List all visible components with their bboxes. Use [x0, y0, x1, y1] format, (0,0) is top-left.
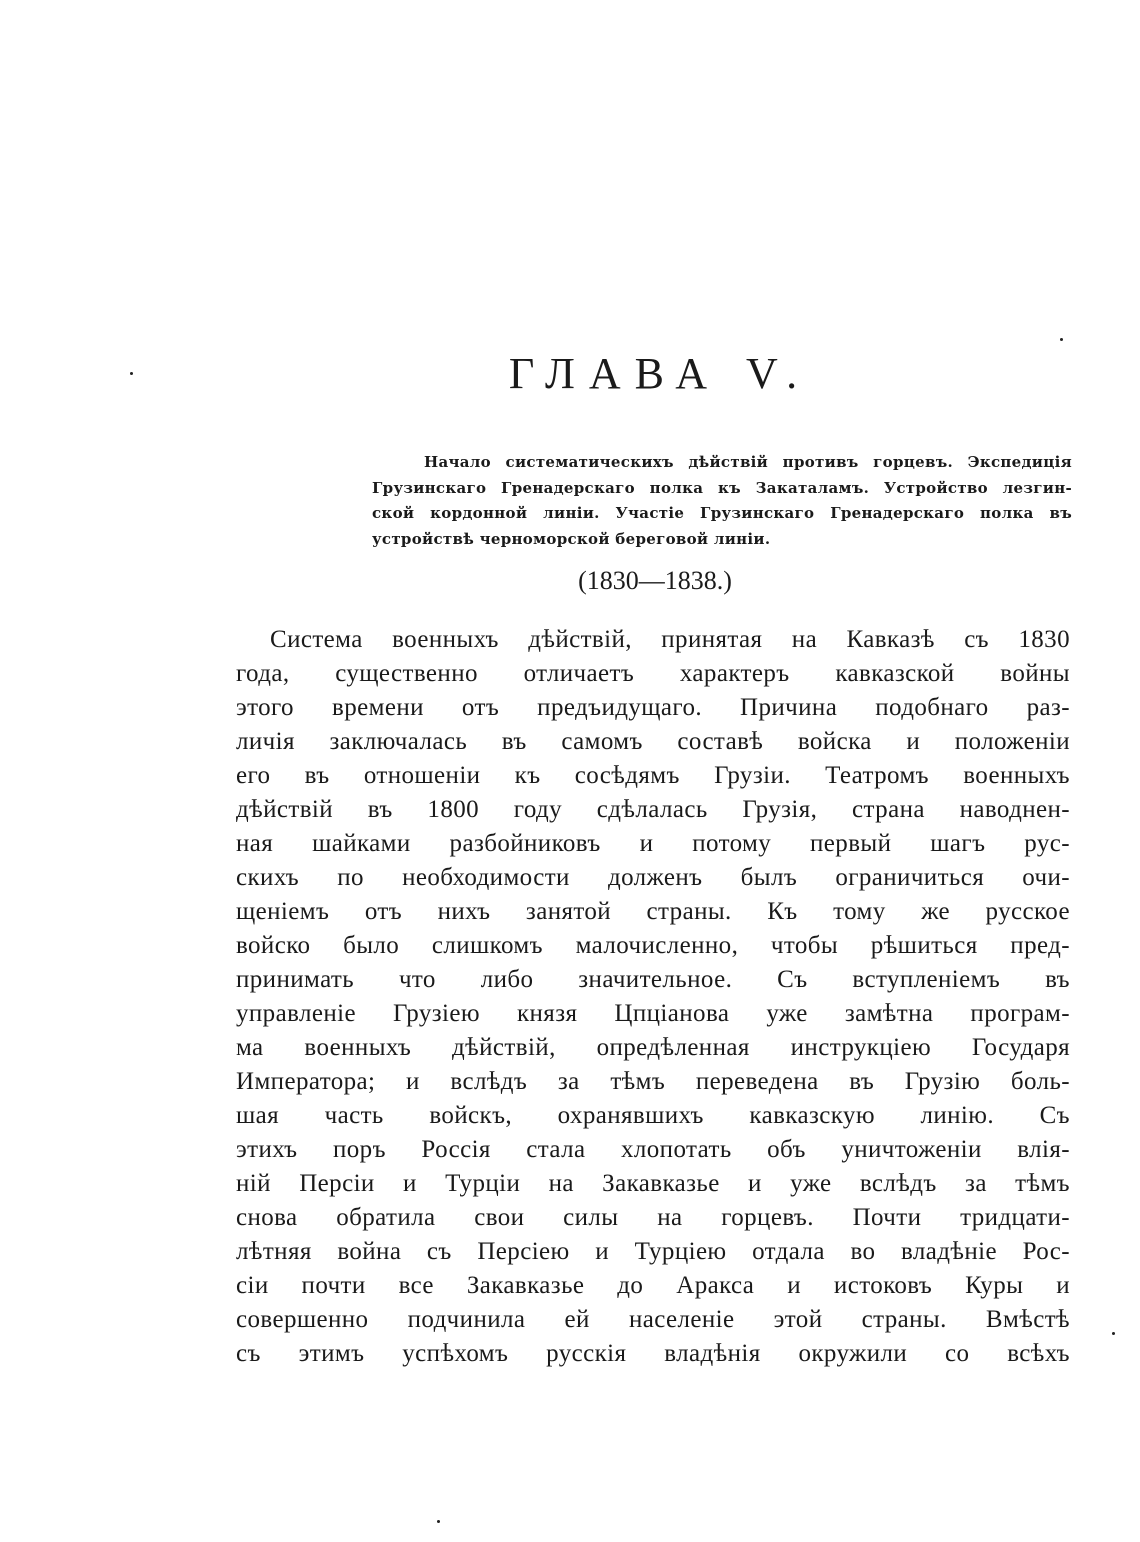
body-line: Императора; и вслѣдъ за тѣмъ переведена въ Грузію боль-: [236, 1068, 1070, 1095]
body-line: сіи почти все Закавказье до Аракса и истоковъ Куры и: [236, 1272, 1070, 1299]
body-line: Система военныхъ дѣйствій, принятая на Кавказѣ съ 1830: [270, 626, 1070, 653]
chapter-title: ГЛАВА V.: [508, 349, 812, 398]
body-paragraph: [236, 623, 1070, 1371]
body-line: скихъ по необходимости долженъ былъ ограничиться очи-: [236, 864, 1070, 891]
body-line: этого времени отъ предъидущаго. Причина подобнаго раз-: [236, 694, 1070, 721]
body-line: его въ отношеніи къ сосѣдямъ Грузіи. Театромъ военныхъ: [236, 762, 1070, 789]
body-line: совершенно подчинила ей населеніе этой страны. Вмѣстѣ: [236, 1306, 1070, 1333]
ink-speck: [437, 1520, 440, 1523]
body-line: щеніемъ отъ нихъ занятой страны. Къ тому же русское: [236, 898, 1070, 925]
body-line: года, существенно отличаетъ характеръ кавказской войны: [236, 660, 1070, 687]
body-line: личія заключалась въ самомъ составѣ войска и положеніи: [236, 728, 1070, 755]
ink-speck: [1112, 1332, 1115, 1335]
summary-line: Начало систематическихъ дѣйствій противъ горцевъ. Экспедиція: [424, 453, 1072, 471]
body-line: шая часть войскъ, охранявшихъ кавказскую линію. Съ: [236, 1102, 1070, 1129]
body-line: ній Персіи и Турціи на Закавказье и уже вслѣдъ за тѣмъ: [236, 1170, 1070, 1197]
chapter-years: (1830—1838.): [578, 566, 732, 595]
body-line: снова обратила свои силы на горцевъ. Почти тридцати-: [236, 1204, 1070, 1231]
body-line: съ этимъ успѣхомъ русскія владѣнія окружили со всѣхъ: [236, 1340, 1070, 1367]
body-line: лѣтняя война съ Персіею и Турціею отдала во владѣніе Рос-: [236, 1238, 1070, 1265]
body-line: войско было слишкомъ малочисленно, чтобы рѣшиться пред-: [236, 932, 1070, 959]
summary-line: устройствѣ черноморской береговой линіи.: [372, 529, 771, 548]
body-line: управленіе Грузіею князя Цпціанова уже замѣтна програм-: [236, 1000, 1070, 1027]
summary-line: Грузинскаго Гренадерскаго полка къ Закаталамъ. Устройство лезгин-: [372, 478, 1072, 497]
body-line: принимать что либо значительное. Съ вступленіемъ въ: [236, 966, 1070, 993]
summary-line: ской кордонной линіи. Участіе Грузинскаго Гренадерскаго полка въ: [372, 504, 1072, 522]
body-line: ма военныхъ дѣйствій, опредѣленная инструкціею Государя: [236, 1034, 1070, 1061]
body-line: дѣйствій въ 1800 году сдѣлалась Грузія, страна наводнен-: [236, 796, 1070, 823]
body-line: этихъ поръ Россія стала хлопотать объ уничтоженіи влія-: [236, 1136, 1070, 1163]
ink-speck: [1060, 338, 1063, 341]
chapter-summary: [372, 450, 1072, 552]
body-line: ная шайками разбойниковъ и потому первый шагъ рус-: [236, 830, 1070, 857]
